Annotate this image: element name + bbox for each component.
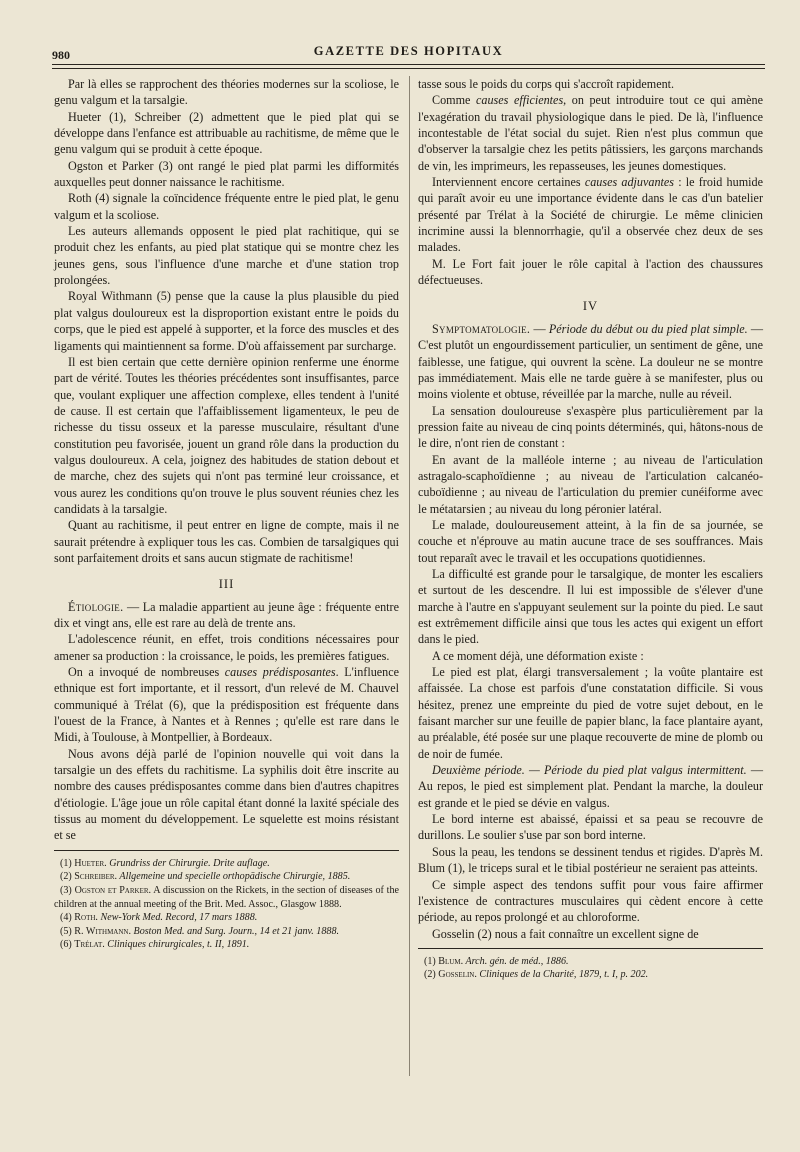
paragraph xyxy=(418,92,763,174)
paragraph: Hueter (1), Schreiber (2) admettent que le pied plat qui se développe dans l'enfance est attribuable au rachitisme, de même que le genu valgum qui se produit à cette époque. xyxy=(54,109,399,157)
footnotes-left xyxy=(54,857,399,952)
footnote xyxy=(54,925,399,939)
footnote xyxy=(418,955,763,969)
footnote-number: (1) xyxy=(60,857,75,869)
section-rubric: Symptomatologie. xyxy=(432,321,531,336)
footnote xyxy=(54,938,399,952)
emphasis: Deuxième période. — Période du pied plat valgus intermittent. xyxy=(432,763,747,778)
footnote-number: (2) xyxy=(60,871,75,883)
paragraph xyxy=(418,174,763,256)
section-number: IV xyxy=(582,299,599,314)
footnote-text: A discussion on the Rickets, in the section of diseases of the children at the annual meeting of the Brit. Med. Assoc., Glasgow 1888. xyxy=(54,885,399,910)
footnote-number: (2) xyxy=(424,969,439,981)
paragraph: M. Le Fort fait jouer le rôle capital à l'action des chaussures défectueuses. xyxy=(418,256,763,288)
footnote-author: Hueter. xyxy=(74,857,107,869)
journal-title: GAZETTE DES HOPITAUX xyxy=(313,44,504,58)
paragraph-text: . L'influence ethnique est fort importante, et il ressort, d'un relevé de M. Chauvel communiqué à Trélat (6), que la prédisposition est fréquente dans l'ouest de la France, à Nantes et à Rennes ; qu'elle est rare dans le Midi, à Toulouse, à Montpellier, à Bordeaux. xyxy=(54,665,399,745)
header-rule-double xyxy=(52,68,765,69)
paragraph: Le bord interne est abaissé, épaissi et sa peau se recouvre de durillons. Le soulier s'use par son bord interne. xyxy=(418,812,763,843)
footnote-rule xyxy=(54,850,399,851)
footnote-text: Cliniques chirurgicales, t. II, 1891. xyxy=(104,939,250,951)
paragraph: La difficulté est grande pour le tarsalgique, de monter les escaliers et surtout de les descendre. Il lui est impossible de s'élever d'une marche à l'autre en s'appuyant seulement sur la pointe du pied. Le saut est extrêmement difficile ainsi que tous les actes qui exigent un effort dans le pied. xyxy=(418,566,763,647)
paragraph: Il est bien certain que cette dernière opinion renferme une énorme part de vérité. Toutes les théories précédentes sont insuffisantes, parce que, voulant expliquer une affection complexe, elles tendent à l'unité de cause. Il est certain que l'affaiblissement ligamenteux, le peu de richesse du tissu osseux et la paresse musculaire, résultant d'une constitution peu favorisée, jouent un grand rôle dans la production du valgus douloureux. A cela, joignez des habitudes de station debout et de marche, chez des sujets qui n'ont pas terminé leur croissance, et vous aurez les conditions qu'on trouve le plus souvent réunies chez les candidats à la tarsalgie. xyxy=(54,354,399,516)
symptom-paragraph xyxy=(418,321,763,403)
paragraph-text: : le froid humide qui paraît avoir eu une importance évidente dans le cas d'un batelier présenté par Trélat à la Société de chirurgie. Le même clinicien incrimine aussi la blennorrhagie, qu'il a observée chez deux de ses malades. xyxy=(418,175,763,255)
footnote-number: (5) xyxy=(60,925,75,937)
emphasis: Période du début ou du pied plat simple. xyxy=(548,321,748,336)
column-separator xyxy=(409,76,410,1076)
paragraph: Ce simple aspect des tendons suffit pour vous faire affirmer l'existence de contractures musculaires qui cèdent encore à cette période, au repos prolongé et au chloroforme. xyxy=(418,877,763,925)
right-column xyxy=(418,76,763,982)
paragraph: Gosselin (2) nous a fait connaître un excellent signe de xyxy=(432,926,699,941)
paragraph: Le pied est plat, élargi transversalement ; la voûte plantaire est affaissée. La chose est parfois d'une constatation difficile. Si vous hésitez, prenez une empreinte du pied de votre sujet debout, en le faisant marcher sur une feuille de papier blanc, la face plantaire ayant, au préalable, été posée sur une plaque recouverte de mine de plomb ou de noir de fumée. xyxy=(418,665,763,761)
paragraph: Roth (4) signale la coïncidence fréquente entre le pied plat, le genu valgum et la scoliose. xyxy=(54,191,399,222)
paragraph: Nous avons déjà parlé de l'opinion nouvelle qui voit dans la tarsalgie un des effets du rachitisme. La syphilis doit être inscrite au nombre des causes prédisposantes comme dans bien d'autres chapitres d'étiologie. L'âge joue un rôle capital étant donné la laxité spéciale des tissus au moment du développement. Le squelette est moins résistant et se xyxy=(54,746,399,843)
footnote-text: Cliniques de la Charité, 1879, t. I, p. 202. xyxy=(476,969,649,981)
paragraph-text: — C'est plutôt un engourdissement particulier, un sentiment de gêne, une faiblesse, une fatigue, qui ouvrent la scène. La douleur ne se montre pas immédiatement. Mais elle ne tarde guère à se manifester, plus ou moins violente et obtuse, réveillée par la marche, nulle au réveil. xyxy=(418,321,763,402)
footnote xyxy=(54,884,399,911)
footnote-author: Trélat. xyxy=(74,939,105,951)
footnote-author: Gosselin. xyxy=(438,969,477,981)
paragraph: L'adolescence réunit, en effet, trois conditions nécessaires pour amener sa production : la croissance, le poids, les premières fatigues. xyxy=(54,632,399,663)
footnote xyxy=(54,911,399,925)
paragraph-text: On a invoqué de nombreuses xyxy=(68,665,225,680)
paragraph-text: — La maladie appartient au jeune âge : fréquente entre dix et vingt ans, elle est rare au delà de trente ans. xyxy=(54,599,399,630)
paragraph-text: Interviennent encore certaines xyxy=(432,175,585,190)
paragraph: A ce moment déjà, une déformation existe : xyxy=(432,648,644,663)
paragraph-text: Comme xyxy=(432,93,477,108)
footnote-author: Schreiber. xyxy=(74,871,118,883)
paragraph xyxy=(418,762,763,811)
emphasis: causes prédisposantes xyxy=(224,665,336,680)
paragraph: Ogston et Parker (3) ont rangé le pied plat parmi les difformités auxquelles peut donner naissance le rachitisme. xyxy=(54,158,399,190)
footnote-author: Ogston et Parker. xyxy=(74,885,152,896)
footnote-author: Blum. xyxy=(438,955,464,967)
footnote-text: Grundriss der Chirurgie. Drite auflage. xyxy=(106,857,270,869)
predisposing-paragraph xyxy=(54,664,399,746)
paragraph: Les auteurs allemands opposent le pied plat rachitique, qui se produit chez les enfants, au pied plat statique qui se montre chez les jeunes gens, sous l'influence d'une marche et d'une station trop prolongées. xyxy=(54,224,399,288)
paragraph-text: — Au repos, le pied est simplement plat. Pendant la marche, la douleur est grande et le pied se dévie en valgus. xyxy=(418,763,763,810)
emphasis: causes adjuvantes xyxy=(584,175,674,190)
footnote xyxy=(54,857,399,871)
footnote-number: (3) xyxy=(60,885,75,896)
paragraph-text: , on peut introduire tout ce qui amène l'exagération du travail physiologique dans le pied. De là, l'influence incontestable de l'état social du sujet. Rien n'est plus commun que d'observer la tarsalgie chez les petits pâtissiers, les garçons marchands de vin, les imprimeurs, les repasseuses, les jeunes domestiques. xyxy=(418,93,763,173)
page-number: 980 xyxy=(52,48,70,62)
footnote xyxy=(54,870,399,884)
footnote-text: Allgemeine und specielle orthopädische Chirurgie, 1885. xyxy=(117,871,351,883)
footnotes-right xyxy=(418,955,763,982)
paragraph: tasse sous le poids du corps qui s'accroît rapidement. xyxy=(418,77,675,91)
etiology-paragraph xyxy=(54,599,399,632)
paragraph: Quant au rachitisme, il peut entrer en ligne de compte, mais il ne saurait prétendre à expliquer tous les cas. Combien de tarsalgiques qui sont parfaitement droits et sans aucun stigmate de rachitisme! xyxy=(54,518,399,565)
paragraph: La sensation douloureuse s'exaspère plus particulièrement par la pression faite au niveau de cinq points déterminés, qui, hâtons-nous de le dire, n'ont rien de constant : xyxy=(418,403,763,451)
paragraph-text: — xyxy=(530,321,549,336)
page-header xyxy=(52,40,765,62)
section-rubric: Étiologie. xyxy=(68,599,124,614)
footnote-number: (4) xyxy=(60,912,75,924)
footnote-author: R. Withmann. xyxy=(74,925,131,937)
paragraph: Par là elles se rapprochent des théories modernes sur la scoliose, le genu valgum et la tarsalgie. xyxy=(54,77,399,108)
footnote-number: (6) xyxy=(60,939,75,951)
paragraph: En avant de la malléole interne ; au niveau de l'articulation astragalo-scaphoïdienne ; au niveau de l'articulation calcanéo-cuboïdienne ; au niveau de l'articulation du premier cunéiforme avec le métatarsien ; au niveau du long péronier latéral. xyxy=(418,452,763,516)
footnote-number: (1) xyxy=(424,955,439,967)
header-rule xyxy=(52,64,765,65)
section-number: III xyxy=(218,577,235,592)
left-column xyxy=(54,76,399,952)
paragraph: Royal Withmann (5) pense que la cause la plus plausible du pied plat valgus douloureux est la disproportion existant entre le poids du corps, que le pied est appelé à supporter, et la force des muscles et des ligaments qui maintiennent sa forme. D'où affaissement par surcharge. xyxy=(54,289,399,353)
footnote-rule xyxy=(418,948,763,949)
footnote-text: Arch. gén. de méd., 1886. xyxy=(463,955,569,967)
paragraph: Le malade, douloureusement atteint, à la fin de sa journée, se couche et n'éprouve au matin aucune trace de ses souffrances. Mais tout reparaît avec le travail et les occupations quotidiennes. xyxy=(418,517,763,565)
footnote-text: New-York Med. Record, 17 mars 1888. xyxy=(97,912,258,924)
paragraph: Sous la peau, les tendons se dessinent tendus et rigides. D'après M. Blum (1), le triceps sural et le tibial postérieur ne seraient pas atteints. xyxy=(418,844,763,876)
emphasis: causes efficientes xyxy=(476,93,564,108)
footnote xyxy=(418,968,763,982)
footnote-author: Roth. xyxy=(74,912,98,924)
footnote-text: Boston Med. and Surg. Journ., 14 et 21 janv. 1888. xyxy=(131,925,340,937)
